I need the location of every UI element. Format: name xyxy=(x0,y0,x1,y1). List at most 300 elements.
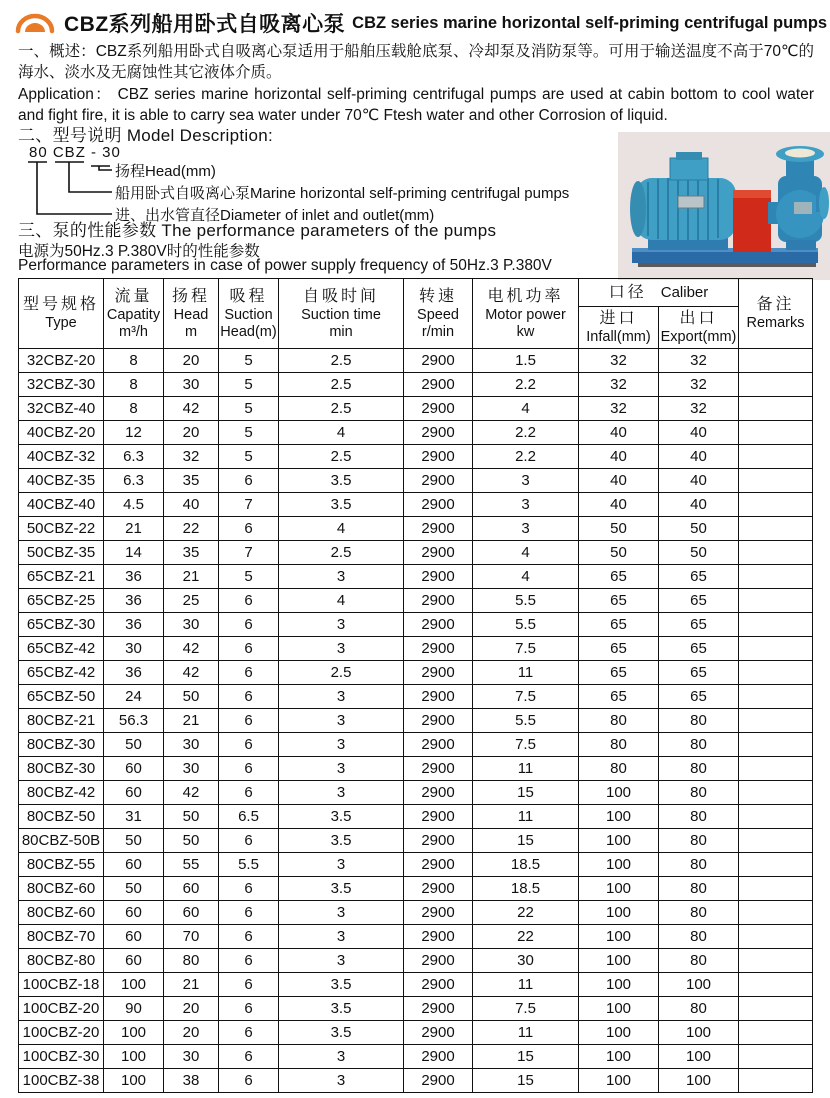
cell-outlet: 65 xyxy=(659,637,739,661)
cell-outlet: 100 xyxy=(659,1045,739,1069)
cell-head: 60 xyxy=(164,901,219,925)
cell-capacity: 36 xyxy=(104,613,164,637)
cell-suction_head: 5 xyxy=(219,445,279,469)
col-header-head xyxy=(164,279,219,349)
cell-suction_head: 6 xyxy=(219,685,279,709)
cell-type: 65CBZ-30 xyxy=(19,613,104,637)
cell-inlet: 40 xyxy=(579,493,659,517)
col-header-head-cn: 扬程 xyxy=(171,287,210,305)
cell-motor_power: 11 xyxy=(473,805,579,829)
cell-outlet: 65 xyxy=(659,661,739,685)
col-header-caliber-en: Caliber xyxy=(660,284,709,301)
col-header-inlet-en: Infall(mm) xyxy=(586,329,651,345)
cell-outlet: 80 xyxy=(659,853,739,877)
table-row xyxy=(19,1021,813,1045)
cell-speed: 2900 xyxy=(404,637,473,661)
cell-suction_time: 3.5 xyxy=(279,973,404,997)
table-row xyxy=(19,397,813,421)
cell-suction_head: 5 xyxy=(219,421,279,445)
cell-speed: 2900 xyxy=(404,781,473,805)
cell-speed: 2900 xyxy=(404,877,473,901)
cell-motor_power: 1.5 xyxy=(473,349,579,373)
cell-head: 42 xyxy=(164,661,219,685)
cell-inlet: 65 xyxy=(579,661,659,685)
cell-speed: 2900 xyxy=(404,925,473,949)
col-header-motor-power xyxy=(473,279,579,349)
cell-motor_power: 15 xyxy=(473,1069,579,1093)
table-row xyxy=(19,421,813,445)
cell-type: 50CBZ-22 xyxy=(19,517,104,541)
cell-outlet: 40 xyxy=(659,421,739,445)
cell-type: 40CBZ-35 xyxy=(19,469,104,493)
cell-inlet: 100 xyxy=(579,1045,659,1069)
table-row xyxy=(19,565,813,589)
cell-outlet: 32 xyxy=(659,373,739,397)
cell-capacity: 100 xyxy=(104,1021,164,1045)
cell-suction_head: 5 xyxy=(219,373,279,397)
cell-motor_power: 5.5 xyxy=(473,589,579,613)
cell-suction_time: 3 xyxy=(279,1069,404,1093)
cell-head: 40 xyxy=(164,493,219,517)
cell-suction_head: 7 xyxy=(219,493,279,517)
cell-suction_time: 4 xyxy=(279,517,404,541)
cell-speed: 2900 xyxy=(404,709,473,733)
cell-inlet: 50 xyxy=(579,541,659,565)
cell-head: 21 xyxy=(164,973,219,997)
cell-inlet: 100 xyxy=(579,853,659,877)
cell-suction_time: 3 xyxy=(279,637,404,661)
cell-inlet: 100 xyxy=(579,997,659,1021)
cell-head: 22 xyxy=(164,517,219,541)
col-header-speed xyxy=(404,279,473,349)
table-row xyxy=(19,589,813,613)
cell-head: 21 xyxy=(164,565,219,589)
cell-suction_head: 6 xyxy=(219,973,279,997)
cell-type: 80CBZ-21 xyxy=(19,709,104,733)
cell-inlet: 100 xyxy=(579,925,659,949)
cell-head: 35 xyxy=(164,541,219,565)
cell-outlet: 80 xyxy=(659,901,739,925)
cell-type: 80CBZ-50 xyxy=(19,805,104,829)
cell-outlet: 100 xyxy=(659,1069,739,1093)
cell-suction_time: 3.5 xyxy=(279,829,404,853)
page-header xyxy=(12,8,828,38)
cell-speed: 2900 xyxy=(404,733,473,757)
cell-head: 21 xyxy=(164,709,219,733)
cell-speed: 2900 xyxy=(404,541,473,565)
cell-speed: 2900 xyxy=(404,901,473,925)
table-row xyxy=(19,781,813,805)
col-header-suction-time-cn: 自吸时间 xyxy=(302,287,379,305)
cell-capacity: 4.5 xyxy=(104,493,164,517)
cell-head: 20 xyxy=(164,997,219,1021)
col-header-type-cn: 型号规格 xyxy=(22,296,99,313)
cell-suction_head: 5 xyxy=(219,349,279,373)
table-row xyxy=(19,493,813,517)
table-row xyxy=(19,733,813,757)
cell-head: 30 xyxy=(164,373,219,397)
cell-capacity: 60 xyxy=(104,925,164,949)
cell-outlet: 80 xyxy=(659,781,739,805)
cell-speed: 2900 xyxy=(404,973,473,997)
cell-outlet: 80 xyxy=(659,997,739,1021)
pump-illustration xyxy=(618,132,830,280)
cell-suction_time: 3 xyxy=(279,733,404,757)
table-row xyxy=(19,1069,813,1093)
cell-remarks xyxy=(739,421,813,445)
cell-speed: 2900 xyxy=(404,805,473,829)
cell-head: 80 xyxy=(164,949,219,973)
cell-speed: 2900 xyxy=(404,1045,473,1069)
cell-remarks xyxy=(739,853,813,877)
cell-type: 80CBZ-30 xyxy=(19,733,104,757)
cell-remarks xyxy=(739,901,813,925)
cell-remarks xyxy=(739,781,813,805)
cell-remarks xyxy=(739,541,813,565)
table-row xyxy=(19,805,813,829)
cell-suction_time: 3.5 xyxy=(279,493,404,517)
cell-suction_head: 6 xyxy=(219,589,279,613)
cell-motor_power: 11 xyxy=(473,973,579,997)
cell-remarks xyxy=(739,469,813,493)
table-row xyxy=(19,541,813,565)
power-note-en: Performance parameters in case of power supply frequency of 50Hz.3 P.380V xyxy=(18,257,552,274)
cell-inlet: 65 xyxy=(579,613,659,637)
cell-type: 100CBZ-38 xyxy=(19,1069,104,1093)
cell-suction_time: 2.5 xyxy=(279,349,404,373)
cell-speed: 2900 xyxy=(404,469,473,493)
cell-inlet: 40 xyxy=(579,421,659,445)
cell-inlet: 100 xyxy=(579,949,659,973)
cell-motor_power: 15 xyxy=(473,1045,579,1069)
col-header-inlet xyxy=(579,307,659,349)
cell-type: 100CBZ-20 xyxy=(19,1021,104,1045)
cell-capacity: 36 xyxy=(104,661,164,685)
cell-capacity: 100 xyxy=(104,973,164,997)
cell-type: 65CBZ-42 xyxy=(19,661,104,685)
cell-inlet: 100 xyxy=(579,1021,659,1045)
cell-remarks xyxy=(739,445,813,469)
cell-speed: 2900 xyxy=(404,853,473,877)
cell-suction_time: 3 xyxy=(279,949,404,973)
cell-outlet: 65 xyxy=(659,589,739,613)
cell-head: 70 xyxy=(164,925,219,949)
cell-remarks xyxy=(739,1021,813,1045)
cell-remarks xyxy=(739,517,813,541)
col-header-outlet-cn: 出口 xyxy=(679,310,718,327)
cell-suction_time: 2.5 xyxy=(279,445,404,469)
cell-outlet: 100 xyxy=(659,1021,739,1045)
table-row xyxy=(19,853,813,877)
cell-remarks xyxy=(739,637,813,661)
cell-motor_power: 5.5 xyxy=(473,709,579,733)
cell-head: 30 xyxy=(164,757,219,781)
cell-suction_time: 3 xyxy=(279,1045,404,1069)
cell-head: 32 xyxy=(164,445,219,469)
cell-suction_time: 3 xyxy=(279,685,404,709)
cell-head: 25 xyxy=(164,589,219,613)
col-header-suction-time-en: Suction time xyxy=(301,306,381,323)
col-header-power-en: Motor power xyxy=(485,306,566,323)
col-header-suction-head xyxy=(219,279,279,349)
cell-outlet: 80 xyxy=(659,949,739,973)
cell-head: 30 xyxy=(164,1045,219,1069)
col-header-capacity-cn: 流量 xyxy=(114,287,153,305)
cell-suction_head: 6 xyxy=(219,997,279,1021)
table-row xyxy=(19,349,813,373)
cell-suction_time: 3 xyxy=(279,925,404,949)
cell-suction_head: 6 xyxy=(219,733,279,757)
cell-inlet: 65 xyxy=(579,565,659,589)
cell-head: 38 xyxy=(164,1069,219,1093)
cell-capacity: 21 xyxy=(104,517,164,541)
cell-inlet: 100 xyxy=(579,829,659,853)
cell-inlet: 32 xyxy=(579,397,659,421)
col-header-capacity-en: Capatity xyxy=(106,306,161,323)
cell-capacity: 6.3 xyxy=(104,469,164,493)
cell-remarks xyxy=(739,829,813,853)
cell-speed: 2900 xyxy=(404,1021,473,1045)
cell-capacity: 50 xyxy=(104,829,164,853)
table-row xyxy=(19,949,813,973)
cell-suction_head: 7 xyxy=(219,541,279,565)
cell-suction_time: 2.5 xyxy=(279,541,404,565)
performance-table-body xyxy=(19,349,813,1093)
col-header-suction-time xyxy=(279,279,404,349)
col-header-caliber-cn: 口径 xyxy=(608,283,647,301)
cell-suction_head: 6 xyxy=(219,949,279,973)
cell-capacity: 60 xyxy=(104,781,164,805)
cell-motor_power: 7.5 xyxy=(473,997,579,1021)
cell-type: 80CBZ-55 xyxy=(19,853,104,877)
col-header-capacity-unit: m³/h xyxy=(119,323,148,340)
cell-speed: 2900 xyxy=(404,421,473,445)
cell-remarks xyxy=(739,709,813,733)
cell-motor_power: 3 xyxy=(473,493,579,517)
cell-speed: 2900 xyxy=(404,757,473,781)
cell-type: 80CBZ-60 xyxy=(19,901,104,925)
cell-remarks xyxy=(739,661,813,685)
col-header-suction-cn: 吸程 xyxy=(229,287,268,305)
cell-speed: 2900 xyxy=(404,517,473,541)
cell-motor_power: 11 xyxy=(473,661,579,685)
cell-suction_time: 3.5 xyxy=(279,997,404,1021)
cell-motor_power: 18.5 xyxy=(473,853,579,877)
table-row xyxy=(19,661,813,685)
cell-suction_head: 6 xyxy=(219,877,279,901)
cell-outlet: 80 xyxy=(659,925,739,949)
cell-outlet: 65 xyxy=(659,685,739,709)
cell-remarks xyxy=(739,613,813,637)
col-header-head-unit: m xyxy=(184,323,198,340)
cell-outlet: 80 xyxy=(659,757,739,781)
model-description-diagram xyxy=(25,144,625,224)
table-row xyxy=(19,613,813,637)
cell-suction_time: 4 xyxy=(279,589,404,613)
cell-remarks xyxy=(739,565,813,589)
cell-type: 100CBZ-30 xyxy=(19,1045,104,1069)
cell-type: 65CBZ-21 xyxy=(19,565,104,589)
cell-head: 30 xyxy=(164,733,219,757)
cell-capacity: 24 xyxy=(104,685,164,709)
cell-suction_time: 3.5 xyxy=(279,877,404,901)
col-header-outlet xyxy=(659,307,739,349)
cell-suction_time: 3 xyxy=(279,757,404,781)
cell-head: 20 xyxy=(164,1021,219,1045)
cell-outlet: 50 xyxy=(659,541,739,565)
cell-inlet: 100 xyxy=(579,877,659,901)
cell-inlet: 65 xyxy=(579,589,659,613)
cell-suction_head: 6 xyxy=(219,1045,279,1069)
table-row xyxy=(19,445,813,469)
cell-capacity: 12 xyxy=(104,421,164,445)
cell-inlet: 80 xyxy=(579,709,659,733)
cell-motor_power: 2.2 xyxy=(473,421,579,445)
cell-suction_time: 3 xyxy=(279,853,404,877)
table-row xyxy=(19,517,813,541)
cell-speed: 2900 xyxy=(404,565,473,589)
table-row xyxy=(19,973,813,997)
table-row xyxy=(19,373,813,397)
cell-motor_power: 30 xyxy=(473,949,579,973)
cell-speed: 2900 xyxy=(404,829,473,853)
cell-capacity: 6.3 xyxy=(104,445,164,469)
arc-logo-icon xyxy=(12,9,58,37)
cell-capacity: 56.3 xyxy=(104,709,164,733)
cell-motor_power: 15 xyxy=(473,781,579,805)
cell-motor_power: 11 xyxy=(473,1021,579,1045)
cell-motor_power: 7.5 xyxy=(473,685,579,709)
cell-speed: 2900 xyxy=(404,373,473,397)
cell-capacity: 60 xyxy=(104,853,164,877)
cell-suction_time: 3.5 xyxy=(279,469,404,493)
cell-suction_head: 6 xyxy=(219,637,279,661)
model-label-diameter: 进、出水管直径Diameter of inlet and outlet(mm) xyxy=(115,207,435,224)
cell-motor_power: 5.5 xyxy=(473,613,579,637)
cell-head: 55 xyxy=(164,853,219,877)
cell-head: 42 xyxy=(164,637,219,661)
cell-head: 50 xyxy=(164,805,219,829)
model-label-head: 扬程Head(mm) xyxy=(115,163,216,180)
table-row xyxy=(19,997,813,1021)
cell-remarks xyxy=(739,397,813,421)
cell-remarks xyxy=(739,805,813,829)
cell-remarks xyxy=(739,925,813,949)
cell-remarks xyxy=(739,349,813,373)
cell-type: 40CBZ-20 xyxy=(19,421,104,445)
cell-motor_power: 7.5 xyxy=(473,637,579,661)
table-row xyxy=(19,877,813,901)
cell-type: 80CBZ-80 xyxy=(19,949,104,973)
col-header-suction-en1: Suction xyxy=(224,306,273,323)
cell-suction_time: 3 xyxy=(279,901,404,925)
cell-suction_head: 5 xyxy=(219,565,279,589)
cell-capacity: 8 xyxy=(104,349,164,373)
cell-capacity: 8 xyxy=(104,397,164,421)
cell-speed: 2900 xyxy=(404,997,473,1021)
cell-remarks xyxy=(739,733,813,757)
cell-remarks xyxy=(739,1045,813,1069)
cell-head: 50 xyxy=(164,829,219,853)
cell-capacity: 50 xyxy=(104,733,164,757)
cell-inlet: 100 xyxy=(579,901,659,925)
cell-suction_time: 3 xyxy=(279,613,404,637)
cell-speed: 2900 xyxy=(404,445,473,469)
cell-suction_head: 6 xyxy=(219,829,279,853)
cell-inlet: 40 xyxy=(579,469,659,493)
col-header-type xyxy=(19,279,104,349)
cell-outlet: 65 xyxy=(659,565,739,589)
cell-motor_power: 22 xyxy=(473,925,579,949)
col-header-remarks xyxy=(739,279,813,349)
cell-motor_power: 4 xyxy=(473,397,579,421)
cell-suction_head: 6 xyxy=(219,901,279,925)
cell-speed: 2900 xyxy=(404,661,473,685)
cell-speed: 2900 xyxy=(404,685,473,709)
cell-motor_power: 3 xyxy=(473,469,579,493)
cell-type: 80CBZ-50B xyxy=(19,829,104,853)
table-row xyxy=(19,757,813,781)
cell-inlet: 65 xyxy=(579,685,659,709)
cell-head: 20 xyxy=(164,349,219,373)
cell-head: 60 xyxy=(164,877,219,901)
cell-outlet: 65 xyxy=(659,613,739,637)
cell-suction_head: 6 xyxy=(219,925,279,949)
cell-head: 42 xyxy=(164,781,219,805)
table-row xyxy=(19,901,813,925)
cell-suction_time: 2.5 xyxy=(279,373,404,397)
col-header-type-en: Type xyxy=(45,315,77,331)
cell-speed: 2900 xyxy=(404,589,473,613)
cell-outlet: 100 xyxy=(659,973,739,997)
cell-type: 32CBZ-40 xyxy=(19,397,104,421)
cell-remarks xyxy=(739,685,813,709)
performance-table xyxy=(18,278,813,1093)
cell-suction_head: 6.5 xyxy=(219,805,279,829)
cell-type: 65CBZ-42 xyxy=(19,637,104,661)
cell-motor_power: 3 xyxy=(473,517,579,541)
cell-head: 42 xyxy=(164,397,219,421)
model-description-heading: 二、型号说明 Model Description: xyxy=(18,126,274,145)
cell-motor_power: 2.2 xyxy=(473,373,579,397)
cell-remarks xyxy=(739,949,813,973)
cell-capacity: 36 xyxy=(104,589,164,613)
cell-motor_power: 15 xyxy=(473,829,579,853)
cell-speed: 2900 xyxy=(404,349,473,373)
cell-capacity: 14 xyxy=(104,541,164,565)
cell-outlet: 50 xyxy=(659,517,739,541)
col-header-speed-unit: r/min xyxy=(421,323,455,340)
cell-capacity: 60 xyxy=(104,757,164,781)
col-header-power-unit: kw xyxy=(516,323,535,340)
cell-capacity: 50 xyxy=(104,877,164,901)
cell-speed: 2900 xyxy=(404,613,473,637)
cell-outlet: 80 xyxy=(659,829,739,853)
col-header-capacity xyxy=(104,279,164,349)
cell-outlet: 80 xyxy=(659,805,739,829)
table-row xyxy=(19,1045,813,1069)
col-header-caliber xyxy=(579,279,739,307)
cell-speed: 2900 xyxy=(404,493,473,517)
cell-type: 100CBZ-20 xyxy=(19,997,104,1021)
cell-type: 65CBZ-50 xyxy=(19,685,104,709)
cell-suction_head: 6 xyxy=(219,469,279,493)
cell-inlet: 100 xyxy=(579,1069,659,1093)
cell-inlet: 100 xyxy=(579,973,659,997)
cell-suction_head: 6 xyxy=(219,517,279,541)
cell-type: 80CBZ-60 xyxy=(19,877,104,901)
col-header-speed-en: Speed xyxy=(417,306,459,323)
